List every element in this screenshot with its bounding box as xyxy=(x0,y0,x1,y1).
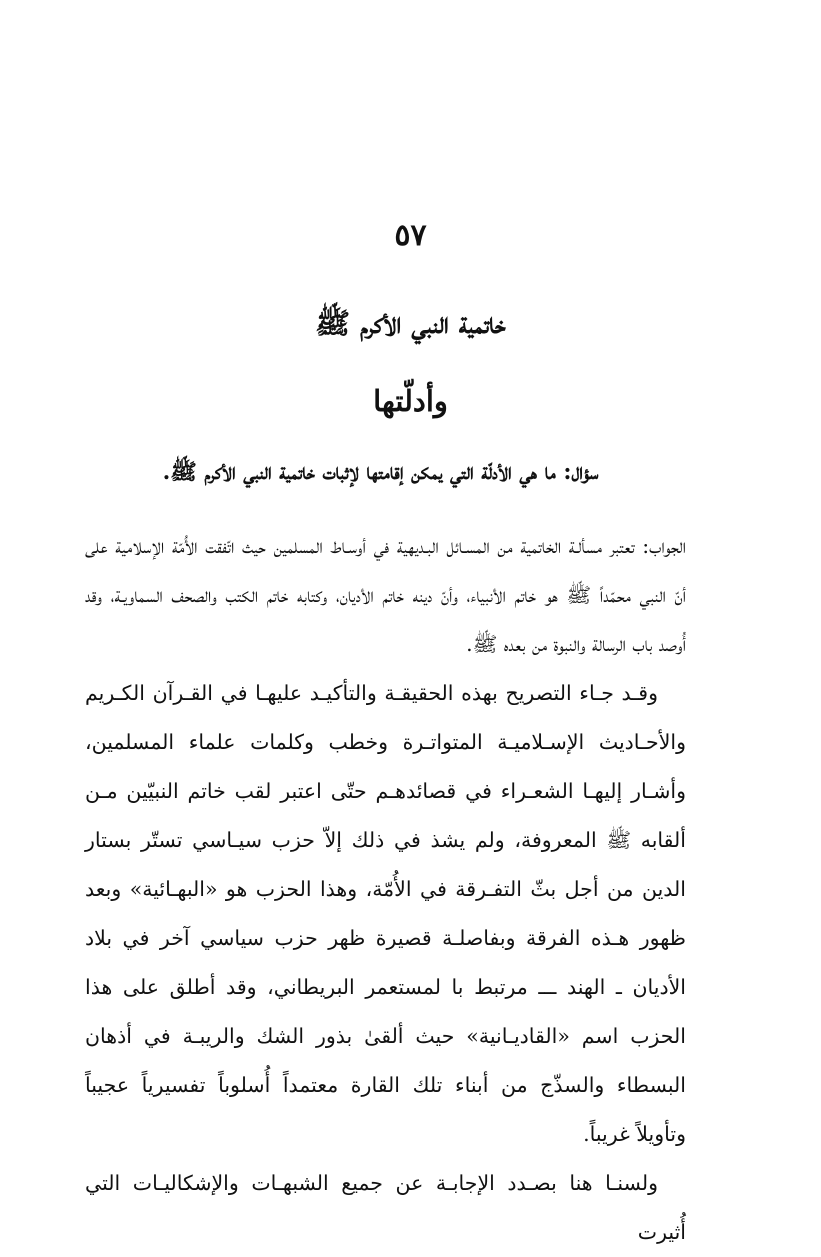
chapter-number: ٥٧ xyxy=(394,218,427,253)
chapter-subtitle: وأدلّتها xyxy=(373,384,448,418)
body-text xyxy=(85,522,686,1257)
body-paragraph: وقـد جـاء التصريح بهذه الحقيقـة والتأكيـد عليهـا في القـرآن الكـريم والأحـاديث الإسـلاميـة المتواتـرة وخطب وكلمات علماء المسلمين، وأشـار إليهـا الشعـراء في قصائدهـم حتّى اعتبر لقب خاتم النبيّين مـن ألقابه ﷺ المعروفة، ولم يشذ في ذلك إلاّ حزب سيـاسي تستّر بستار الدين من أجل بثّ التفـرقة في الأُمّة، وهذا الحزب هو «البهـائية» وبعد ظهور هـذه الفرقة وبفاصلـة قصيرة ظهر حزب سياسي آخر في بلاد الأديان ـ الهند ـــ مرتبط با لمستعمر البريطاني، وقد أطلق على هذا الحزب اسم «القاديـانية» حيث ألقىٰ بذور الشك والريبـة في أذهان البسطاء والسذّج من أبناء تلك القارة معتمداً أُسلوباً تفسيرياً عجيباً وتأويلاً غريباً. xyxy=(85,681,686,1146)
question-heading: سؤال: ما هي الأدلّة التي يمكن إقامتها لإثبات خاتمية النبي الأكرم ﷺ. xyxy=(162,459,599,485)
answer-paragraph: الجواب: تعتبر مسألـة الخاتمية من المسـائل البـديهية في أوسـاط المسلمين حيث اتّفقت الأُمّة الإسلامية على أنّ النبي محمّداً ﷺ هو خاتم الأنبياء، وأنّ دينه خاتم الأديان، وكتابه خاتم الكتب والصحف السماويـة، وقد أُوصد باب الرسالة والنبوة من بعده ﷺ. xyxy=(85,534,686,656)
body-paragraph-continued: ولسنـا هنا بصـدد الإجابـة عن جميع الشبهـات والإشكاليـات التي أُثيرت xyxy=(85,1171,686,1244)
chapter-title: خاتمية النبي الأكرم ﷺ xyxy=(315,306,506,340)
